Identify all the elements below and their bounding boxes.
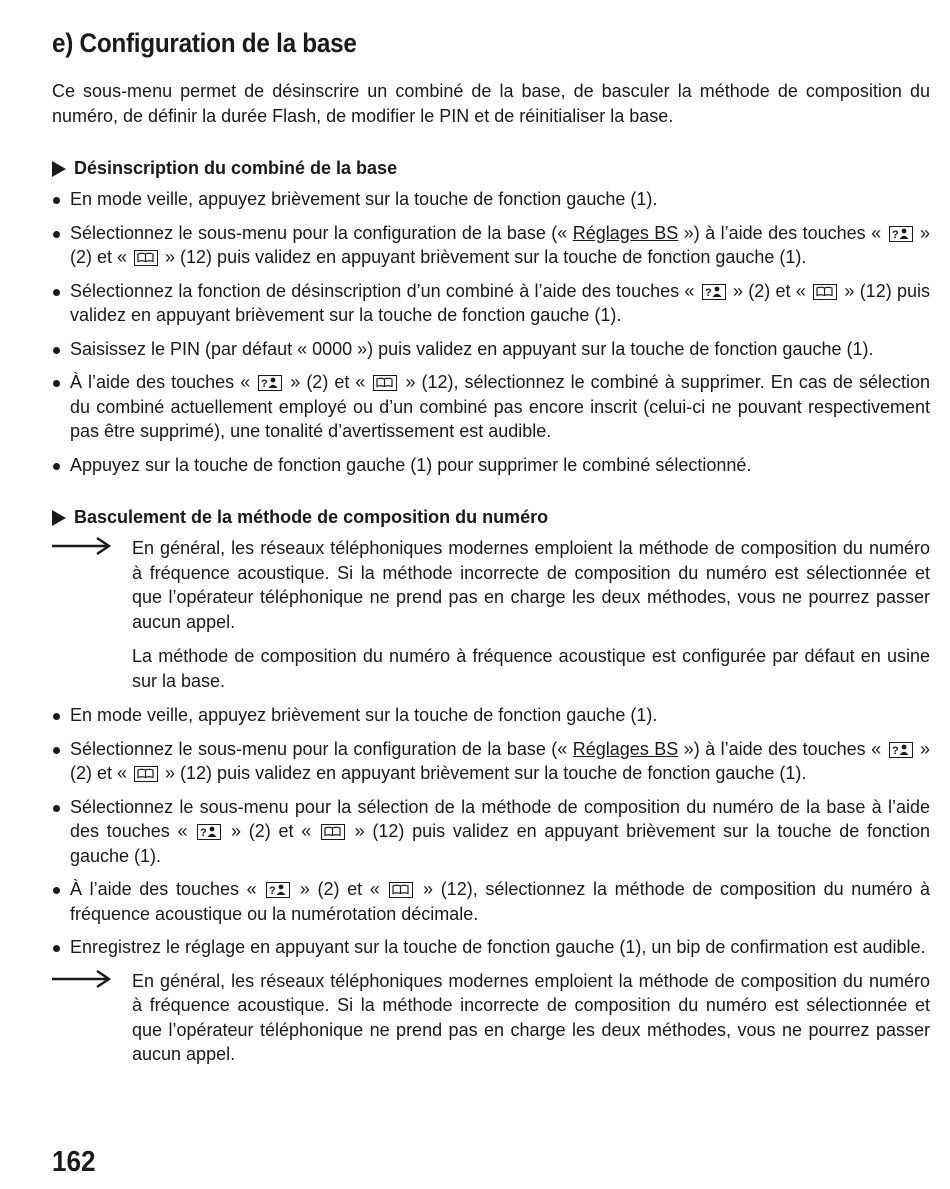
list-item: À l’aide des touches « ? » (2) et « » (12), sélectionnez le combiné à supprimer. En cas de sélection du combiné actuellement employé ou d’un combiné pas encore inscrit (celui-ci ne pouvant respectivement pas être supprimé), une tonalité d’avertissement est audible.: [52, 370, 930, 444]
page-number: 162: [52, 1146, 96, 1178]
list-item: Sélectionnez la fonction de désinscription d’un combiné à l’aide des touches « ? » (2) et « » (12) puis validez en appuyant brièvement sur la touche de fonction gauche (1).: [52, 279, 930, 328]
list-item: Sélectionnez le sous-menu pour la configuration de la base (« Réglages BS ») à l’aide des touches « ? » (2) et « » (12) puis validez en appuyant brièvement sur la touche de fonction gauche (1).: [52, 221, 930, 270]
note-paragraph: La méthode de composition du numéro à fréquence acoustique est configurée par défaut en usine sur la base.: [132, 646, 930, 691]
svg-text:?: ?: [269, 885, 276, 896]
menu-name: Réglages BS: [572, 222, 679, 243]
help-contact-key-icon: [889, 742, 913, 758]
list-item: À l’aide des touches « ? » (2) et « » (12), sélectionnez la méthode de composition du numéro à fréquence acoustique ou la numérotation décimale.: [52, 877, 930, 926]
phonebook-key-icon: [134, 766, 158, 782]
list-item: En mode veille, appuyez brièvement sur la touche de fonction gauche (1).: [52, 703, 930, 728]
section-dialing-method: [52, 507, 930, 1067]
section-unregister-handset: [52, 158, 930, 477]
note-paragraph: En général, les réseaux téléphoniques modernes emploient la méthode de composition du numéro à fréquence acoustique. Si la méthode incorrecte de composition du numéro est sélectionnée et que l’opérateur téléphonique ne prend pas en charge les deux méthodes, vous ne pourrez passer aucun appel.: [132, 538, 930, 632]
list-item: Saisissez le PIN (par défaut « 0000 ») puis validez en appuyant sur la touche de fonction gauche (1).: [52, 337, 930, 362]
list-item: Sélectionnez le sous-menu pour la configuration de la base (« Réglages BS ») à l’aide des touches « ? » (2) et « » (12) puis validez en appuyant brièvement sur la touche de fonction gauche (1).: [52, 737, 930, 786]
help-contact-key-icon: [889, 226, 913, 242]
help-contact-key-icon: [266, 882, 290, 898]
phonebook-key-icon: [813, 284, 837, 300]
phonebook-key-icon: [373, 375, 397, 391]
list-item: Sélectionnez le sous-menu pour la sélection de la méthode de composition du numéro de la base à l’aide des touches « ? » (2) et « » (12) puis validez en appuyant brièvement sur la touche de fonction gauche (1).: [52, 795, 930, 869]
section-heading: e) Configuration de la base: [52, 28, 357, 58]
note-block: [52, 969, 930, 1067]
arrow-right-icon: [52, 536, 112, 556]
intro-paragraph: Ce sous-menu permet de désinscrire un combiné de la base, de basculer la méthode de composition du numéro, de définir la durée Flash, de modifier le PIN et de réinitialiser la base.: [52, 81, 930, 126]
subsection-title: Désinscription du combiné de la base: [52, 158, 930, 179]
svg-text:?: ?: [891, 744, 899, 756]
triangle-bullet-icon: [52, 510, 66, 526]
help-contact-key-icon: [197, 824, 221, 840]
triangle-bullet-icon: [52, 161, 66, 177]
note-block: [52, 536, 930, 693]
list-item: Enregistrez le réglage en appuyant sur la touche de fonction gauche (1), un bip de confirmation est audible.: [52, 935, 930, 960]
note-paragraph: En général, les réseaux téléphoniques modernes emploient la méthode de composition du numéro à fréquence acoustique. Si la méthode incorrecte de composition du numéro est sélectionnée et que l’opérateur téléphonique ne prend pas en charge les deux méthodes, vous ne pourrez passer aucun appel.: [132, 970, 930, 1064]
help-contact-key-icon: [702, 284, 726, 300]
svg-text:?: ?: [891, 228, 899, 240]
phonebook-key-icon: [134, 250, 158, 266]
svg-text:?: ?: [261, 378, 268, 389]
list-item: Appuyez sur la touche de fonction gauche (1) pour supprimer le combiné sélectionné.: [52, 453, 930, 478]
phonebook-key-icon: [321, 824, 345, 840]
svg-text:?: ?: [200, 827, 207, 838]
steps-list: [52, 703, 930, 960]
page-content: [52, 28, 930, 1097]
list-item: En mode veille, appuyez brièvement sur la touche de fonction gauche (1).: [52, 187, 930, 212]
arrow-right-icon: [52, 969, 112, 989]
menu-name: Réglages BS: [572, 738, 679, 759]
phonebook-key-icon: [389, 882, 413, 898]
subsection-title: Basculement de la méthode de composition du numéro: [52, 507, 930, 528]
help-contact-key-icon: [258, 375, 282, 391]
steps-list: [52, 187, 930, 477]
svg-text:?: ?: [704, 286, 712, 298]
